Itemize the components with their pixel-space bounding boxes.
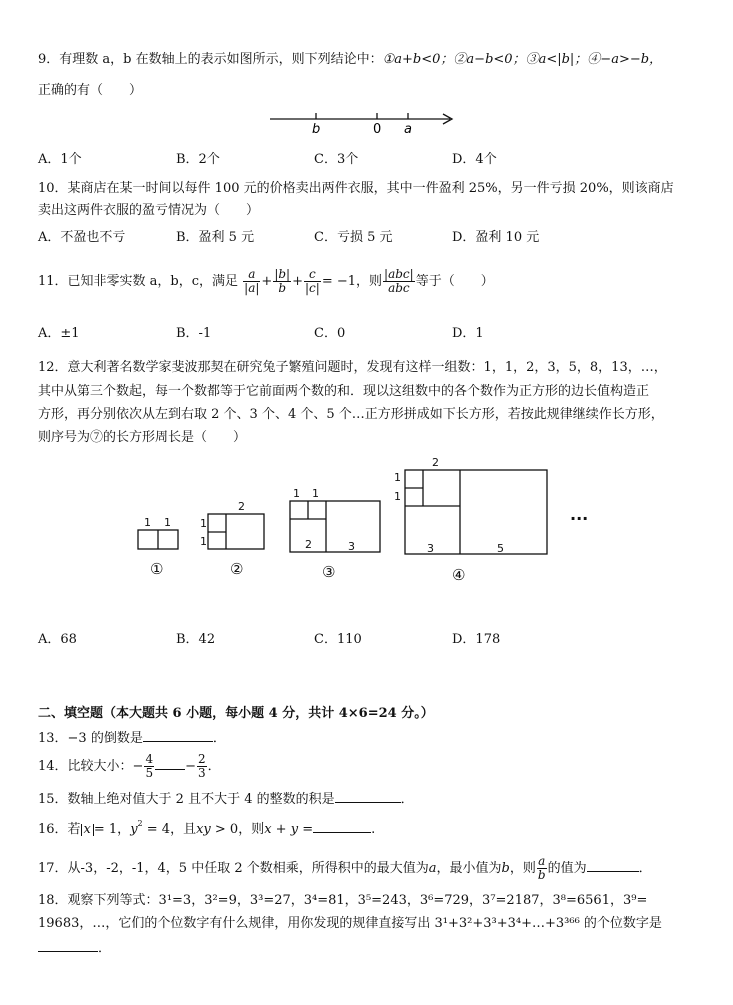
fig4-label-2: 2: [432, 456, 439, 469]
q12-option-b[interactable]: B．42: [176, 632, 216, 647]
q16-xpy: x + y: [264, 822, 299, 837]
fig1-label-1b: 1: [164, 516, 171, 529]
q14-f1-den: 5: [145, 766, 154, 780]
q9-option-d[interactable]: D．4个: [452, 152, 497, 167]
label-b: b: [312, 122, 321, 137]
fig3-label-1b: 1: [312, 487, 319, 500]
fig2-label-2: 2: [238, 500, 245, 513]
q17-end: ．: [638, 861, 652, 876]
q11-fraction-1: [243, 268, 260, 295]
q18-line3: [38, 939, 111, 957]
fig4-label-1a: 1: [394, 471, 401, 484]
q9-number-line: [265, 108, 460, 138]
q13-end: ．: [212, 731, 226, 746]
q14-fraction-2: [197, 753, 207, 780]
q12-stem-line3: 方形，再分别依次从左到右取 2 个、3 个、4 个、5 个…正方形拼成如下长方形，若按此规律继续作长方形，: [38, 407, 664, 422]
q14: [38, 748, 221, 786]
q17-mid2: ，则: [509, 861, 536, 876]
section-2-heading: 二、填空题（本大题共 6 小题，每小题 4 分，共计 4×6=24 分。）: [38, 706, 434, 721]
q9-conclusion-3: ③a<|b|；: [525, 52, 588, 67]
q12-option-d[interactable]: D．178: [452, 632, 501, 647]
q12-stem-line1: 12．意大利著名数学家斐波那契在研究兔子繁殖问题时，发现有这样一组数：1，1，2，3，5，8，13，…，: [38, 360, 667, 375]
fig3-label-2: 2: [305, 538, 312, 551]
q9-number: 9．: [38, 52, 60, 67]
q10-option-b[interactable]: B．盈利 5 元: [176, 230, 255, 245]
q11-option-a[interactable]: A．±1: [38, 326, 80, 341]
q14-f1-num: 4: [145, 752, 154, 766]
q11-option-c[interactable]: C．0: [314, 326, 346, 341]
fig3-rect: [290, 501, 380, 552]
q9-conclusion-4: ④−a>−b，: [587, 52, 663, 67]
q12-option-a[interactable]: A．68: [38, 632, 77, 647]
q18-powers: 3¹=3，3²=9，3³=27，3⁴=81，3⁵=243，3⁶=729，3⁷=2187，3⁸=6561，3⁹=: [158, 893, 648, 908]
q17-f-den: b: [537, 868, 546, 882]
q11-fraction-3: [304, 268, 321, 295]
q13: [38, 729, 226, 747]
q11-f2-den: b: [278, 281, 287, 295]
q17-mid: ，最小值为: [436, 861, 502, 876]
q14-minus: −: [185, 759, 196, 774]
q16-abs-x: [81, 824, 94, 836]
q15-answer-blank[interactable]: [335, 790, 401, 803]
q18-lead: 18．观察下列等式：: [38, 893, 159, 908]
q9-stem-line2: 正确的有（ ）: [38, 83, 143, 98]
q14-f2-num: 2: [197, 752, 206, 766]
q17-lead: 17．从-3，-2，-1，4，5 中任取 2 个数相乘，所得积中的最大值为: [38, 861, 429, 876]
q17-answer-blank[interactable]: [587, 859, 639, 872]
q13-answer-blank[interactable]: [143, 729, 213, 742]
q11-option-d[interactable]: D．1: [452, 326, 484, 341]
q13-text: 13．−3 的倒数是: [38, 731, 143, 746]
q16-part4: =: [302, 822, 314, 837]
fig2-label-1b: 1: [200, 535, 207, 548]
q10-option-d[interactable]: D．盈利 10 元: [452, 230, 540, 245]
q11-tail: 等于（ ）: [415, 274, 494, 289]
q12-stem-line2: 其中从第三个数起，每一个数都等于它前面两个数的和．现以这组数中的各个数作为正方形的边长值构造正: [38, 384, 650, 399]
q17-b: b: [501, 861, 510, 876]
q9-option-a[interactable]: A．1个: [38, 152, 82, 167]
q9-option-b[interactable]: B．2个: [176, 152, 220, 167]
q11-fraction-2: [273, 268, 291, 295]
q16-part1: = 1，: [93, 822, 131, 837]
q17: [38, 850, 652, 888]
q18-line2: 19683，…，它们的个位数字有什么规律，用你发现的规律直接写出 3¹+3²+3³+3⁴+…+3³⁶⁶ 的个位数字是: [38, 916, 662, 931]
q9-conclusion-1: ①a+b<0；: [382, 52, 454, 67]
q11-equals: = −1，则: [321, 274, 383, 289]
q16-part3: > 0，则: [214, 822, 265, 837]
q16-end: .: [371, 822, 376, 837]
q11-lead: 11．已知非零实数 a，b，c，满足: [38, 274, 239, 289]
fig4-label-1b: 1: [394, 490, 401, 503]
q11-fraction-4: [383, 268, 415, 295]
q11-stem: 11．已知非零实数 a，b，c，满足 $\frac{a}{|a|}$ + $\frac{|b|}{b}$ + $\frac{c}{|c|}$ = −1，则 $\frac{\text{|abc|}}{\text{abc}}$ 等于（ ）: [38, 267, 494, 295]
q11-option-b[interactable]: B．-1: [176, 326, 212, 341]
q9-stem-text: 有理数 a，b 在数轴上的表示如图所示，则下列结论中：: [59, 52, 383, 67]
q16-y: y: [130, 822, 138, 837]
q11-f3-num: c: [309, 267, 316, 281]
q18-line1: [38, 893, 647, 909]
q11-f4-den: abc: [388, 281, 410, 295]
q17-tail: 的值为: [547, 861, 587, 876]
q16-answer-blank[interactable]: [313, 820, 371, 833]
fig3-label-3: 3: [348, 540, 355, 553]
fig4-label-5: 5: [497, 542, 504, 555]
q16-lead: 16．若: [38, 822, 81, 837]
q17-f-num: a: [538, 854, 546, 868]
q12-stem-line4: 则序号为⑦的长方形周长是（ ）: [38, 430, 247, 445]
fig3-label-1a: 1: [293, 487, 300, 500]
fig2-label-1a: 1: [200, 517, 207, 530]
q11-f1-den: |a|: [244, 281, 260, 295]
q10-option-a[interactable]: A．不盈也不亏: [38, 230, 126, 245]
q12-option-c[interactable]: C．110: [314, 632, 362, 647]
fig1-caption: ①: [150, 560, 164, 578]
q11-f3-den: |c|: [305, 281, 320, 295]
fig-continuation-dots: ···: [570, 509, 589, 528]
q15-text: 15．数轴上绝对值大于 2 且不大于 4 的整数的积是: [38, 792, 335, 807]
q9-conclusion-2: ②a−b<0；: [453, 52, 526, 67]
fig1-label-1a: 1: [144, 516, 151, 529]
q11-f2-num: |b|: [274, 267, 291, 281]
q14-end: ．: [207, 759, 221, 774]
q17-fraction: [537, 855, 547, 882]
q9-option-c[interactable]: C．3个: [314, 152, 359, 167]
q10-option-c[interactable]: C．亏损 5 元: [314, 230, 393, 245]
q14-f2-den: 3: [197, 766, 206, 780]
q14-answer-blank[interactable]: [155, 757, 185, 770]
fig3-caption: ③: [322, 563, 336, 581]
q14-lead: 14．比较大小：−: [38, 759, 144, 774]
q15: [38, 790, 414, 808]
q10-stem-line1: 10．某商店在某一时间以每件 100 元的价格卖出两件衣服，其中一件盈利 25%，另一件亏损 20%，则该商店: [38, 181, 674, 196]
q16-xy: xy: [196, 822, 211, 837]
q11-f1-num: a: [248, 267, 256, 281]
q9-stem: [38, 52, 662, 68]
q18-end: ．: [98, 941, 112, 956]
q14-fraction-1: [144, 753, 154, 780]
fig2-caption: ②: [230, 560, 244, 578]
q16: 16．若 x = 1，$y^2 = 4$，且xy > 0，则x + y = .: [38, 819, 376, 837]
q16-part2: = 4，且: [146, 822, 197, 837]
q10-stem-line2: 卖出这两件衣服的盈亏情况为（ ）: [38, 203, 260, 218]
q18-answer-blank[interactable]: [38, 939, 98, 952]
q16-x: x: [83, 822, 91, 837]
q11-f4-num: |abc|: [384, 267, 414, 281]
q15-end: ．: [400, 792, 414, 807]
q12-fibonacci-figure: [130, 450, 610, 590]
fig4-caption: ④: [452, 566, 466, 584]
label-0: 0: [373, 122, 382, 137]
fig4-label-3: 3: [427, 542, 434, 555]
label-a: a: [404, 122, 412, 137]
q17-a: a: [428, 861, 437, 876]
